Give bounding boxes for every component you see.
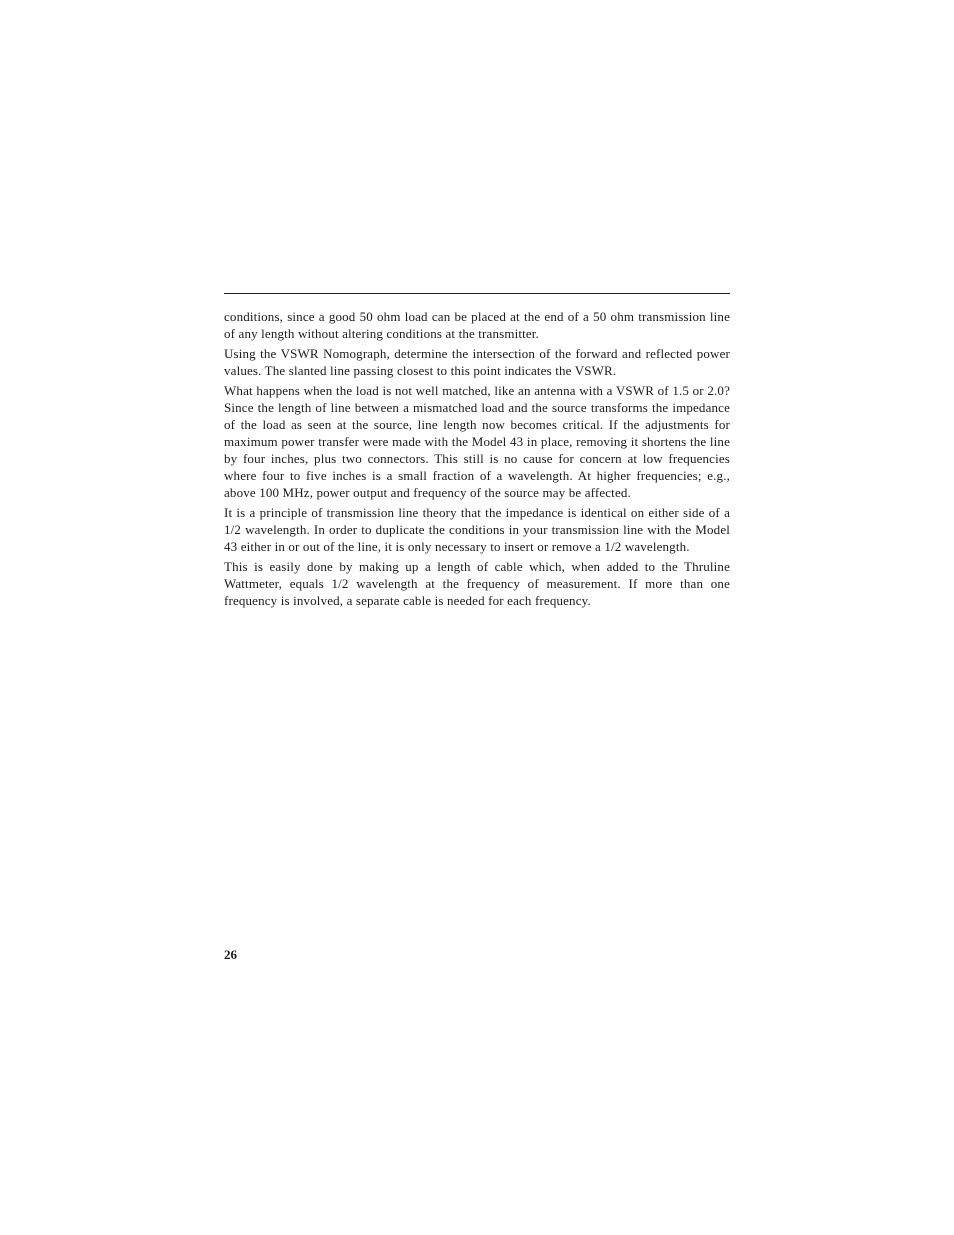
paragraph-half-wavelength-principle: It is a principle of transmission line theory that the impedance is identical on either side of a 1/2 wavelength. In order to duplicate the conditions in your transmission line with the Model 43 either in or out of the line, it is only necessary to insert or remove a 1/2 wavelength.: [224, 505, 730, 554]
body-text: [224, 308, 730, 612]
page-number: 26: [224, 947, 237, 962]
header-rule: [224, 293, 730, 294]
paragraph-cable-length: This is easily done by making up a length of cable which, when added to the Thruline Wattmeter, equals 1/2 wavelength at the frequency of measurement. If more than one frequency is involved, a separate cable is needed for each frequency.: [224, 559, 730, 608]
paragraph-continuation: conditions, since a good 50 ohm load can be placed at the end of a 50 ohm transmission line of any length without altering conditions at the transmitter.: [224, 309, 730, 341]
paragraph-mismatched-load: What happens when the load is not well matched, like an antenna with a VSWR of 1.5 or 2.0? Since the length of line between a mismatched load and the source transforms the impedance of the load as seen at the source, line length now becomes critical. If the adjustments for maximum power transfer were made with the Model 43 in place, removing it shortens the line by four inches, plus two connectors. This still is no cause for concern at low frequencies where four to five inches is a small fraction of a wavelength. At higher frequencies; e.g., above 100 MHz, power output and frequency of the source may be affected.: [224, 383, 730, 500]
paragraph-vswr-nomograph: Using the VSWR Nomograph, determine the intersection of the forward and reflected power values. The slanted line passing closest to this point indicates the VSWR.: [224, 346, 730, 378]
